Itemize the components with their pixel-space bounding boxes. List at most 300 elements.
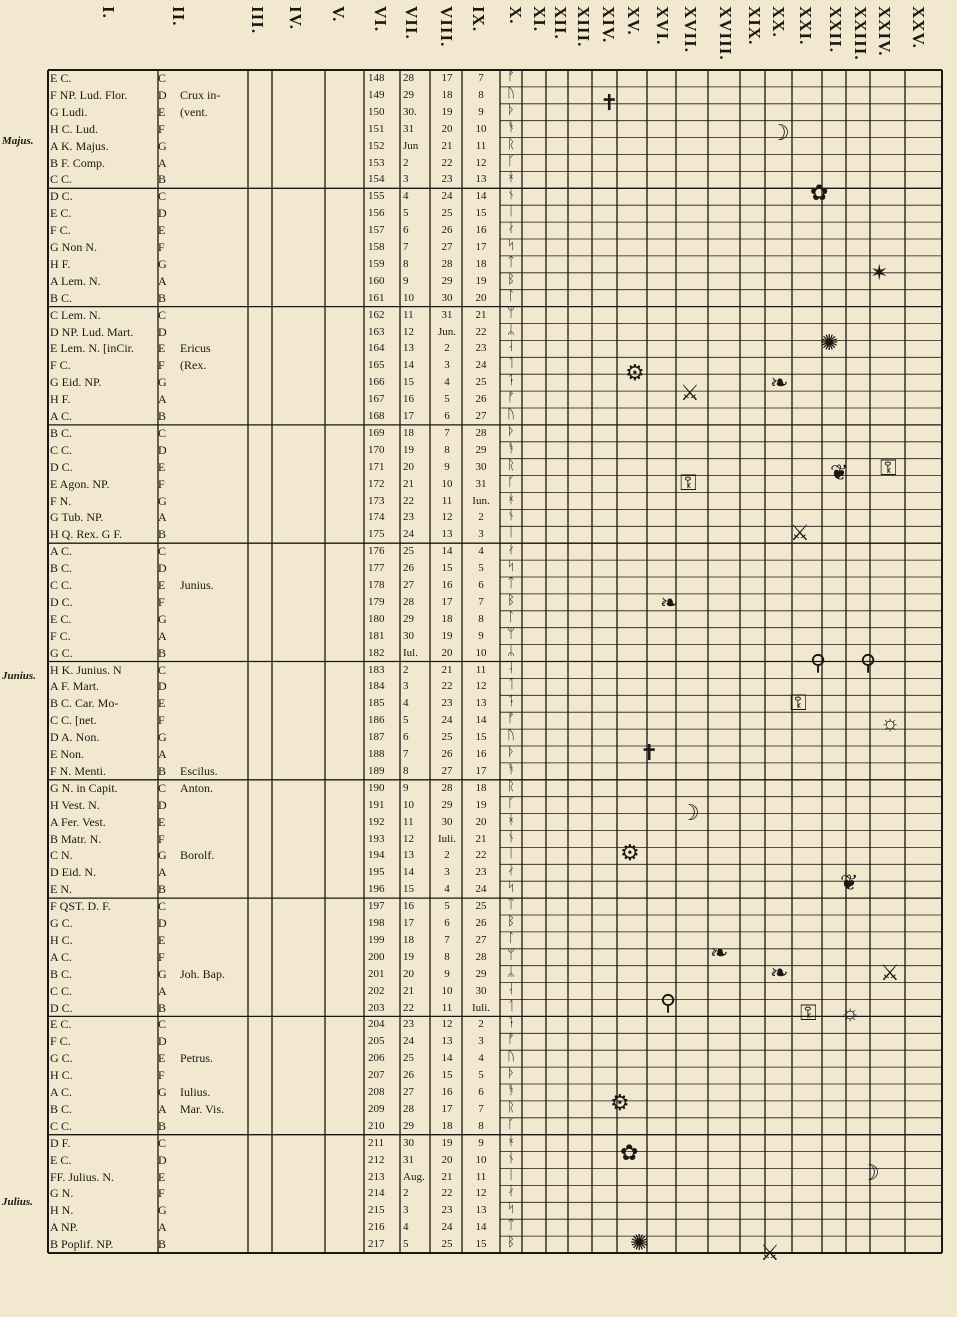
cell-c7: 13 — [403, 849, 414, 862]
cell-c1: G Tub. NP. — [50, 510, 104, 525]
cell-c8: 25 — [441, 731, 453, 744]
pictograph-symbol: ⚿ — [880, 455, 897, 480]
rune-mark: ᛋ — [507, 1200, 515, 1216]
cell-c6: 194 — [368, 849, 385, 862]
cell-c1: F N. Menti. — [50, 763, 107, 778]
cell-c8: 19 — [441, 1136, 453, 1149]
column-header-4: IV. — [286, 6, 305, 30]
cell-c7: 3 — [403, 1204, 409, 1217]
cell-c8: 20 — [441, 122, 453, 135]
cell-c8: 27 — [441, 241, 453, 253]
cell-c7: 17 — [403, 410, 414, 422]
cell-c1: F N. — [50, 493, 72, 508]
rune-mark: ᛆ — [507, 338, 515, 354]
cell-c9: 21 — [475, 832, 487, 845]
rune-mark: ᚼ — [507, 490, 515, 506]
cell-c1: C C. — [50, 172, 73, 187]
cell-c8: 18 — [441, 88, 453, 101]
cell-c9: 26 — [475, 393, 487, 406]
cell-c7: 28 — [403, 72, 414, 84]
cell-c1: C Lem. N. — [50, 307, 101, 322]
cell-c2: B — [158, 763, 167, 778]
cell-c8: 19 — [441, 629, 453, 642]
pictograph-symbol: ⚔ — [790, 520, 810, 545]
rune-mark: ᛒ — [507, 270, 515, 286]
cell-c2: F — [158, 476, 165, 491]
cell-c7: 10 — [403, 291, 414, 304]
cell-c8: 30 — [441, 815, 453, 828]
cell-c6: 149 — [368, 88, 385, 101]
cell-c1: D NP. Lud. Mart. — [50, 324, 134, 339]
cell-c8: 9 — [444, 460, 450, 473]
cell-c8: 16 — [441, 579, 453, 591]
rune-mark: ᚦ — [507, 1065, 515, 1081]
cell-c9: 17 — [475, 764, 487, 777]
cell-c8: 24 — [441, 714, 453, 727]
cell-c9: 17 — [475, 241, 487, 253]
cell-c6: 216 — [368, 1221, 385, 1234]
pictograph-symbol: ⚿ — [680, 470, 697, 495]
rune-mark: ᛦ — [507, 963, 515, 979]
rune-mark: ᚬ — [507, 439, 515, 455]
cell-c1: F NP. Lud. Flor. — [50, 87, 128, 102]
rune-mark: ᚬ — [507, 118, 515, 134]
cell-c9: 7 — [478, 595, 484, 608]
rune-mark: ᛘ — [507, 304, 515, 320]
rune-mark: ᛑ — [507, 1014, 515, 1030]
cell-c9: 15 — [475, 207, 487, 220]
cell-c8: 5 — [444, 900, 450, 913]
cell-c2: F — [158, 1068, 165, 1083]
cell-c1: D A. Non. — [50, 730, 100, 745]
cell-c1: A C. — [50, 544, 73, 559]
cell-c9: 7 — [478, 1102, 484, 1115]
cell-c6: 188 — [368, 748, 385, 760]
cell-c2: E — [158, 814, 166, 829]
cell-c2: E — [158, 1051, 166, 1066]
pictograph-symbol: ❦ — [840, 870, 859, 895]
cell-c2: G — [158, 966, 167, 981]
cell-c2: A — [158, 865, 167, 880]
cell-c6: 150 — [368, 105, 385, 118]
cell-c6: 159 — [368, 257, 385, 270]
cell-c8: Jun. — [437, 325, 457, 338]
column-header-2: II. — [169, 6, 188, 27]
cell-c1: C C. — [50, 442, 73, 457]
cell-c2: B — [158, 1237, 167, 1252]
cell-c7: 11 — [403, 815, 414, 828]
cell-c8: 18 — [441, 1119, 453, 1132]
cell-c6: 163 — [368, 325, 385, 338]
cell-c6: 207 — [368, 1069, 385, 1082]
cell-c6: 208 — [368, 1086, 385, 1098]
cell-c8: 3 — [444, 359, 450, 372]
column-header-18: XVIII. — [716, 6, 735, 61]
cell-c8: 26 — [441, 224, 453, 237]
column-header-24: XXIV. — [875, 6, 894, 57]
cell-c1: B Poplif. NP. — [50, 1237, 114, 1252]
cell-c3: Anton. — [180, 780, 213, 795]
cell-c7: 24 — [403, 528, 414, 541]
cell-c7: 18 — [403, 426, 414, 439]
cell-c1: E C. — [50, 611, 72, 626]
cell-c6: 175 — [368, 528, 385, 541]
cell-c9: 23 — [475, 866, 487, 879]
rune-mark: ᚠ — [507, 710, 515, 726]
column-header-10: X. — [506, 6, 525, 25]
cell-c2: D — [158, 324, 167, 339]
cell-c2: D — [158, 1034, 167, 1049]
cell-c7: 11 — [403, 308, 414, 321]
cell-c8: 22 — [441, 1187, 453, 1200]
cell-c1: B C. — [50, 425, 73, 440]
cell-c6: 203 — [368, 1001, 385, 1014]
cell-c9: 12 — [475, 1187, 487, 1200]
rune-mark: ᛁ — [507, 524, 515, 540]
cell-c1: B C. — [50, 1101, 73, 1116]
cell-c3: Joh. Bap. — [180, 966, 225, 981]
cell-c6: 195 — [368, 866, 385, 879]
cell-c1: B Matr. N. — [50, 831, 102, 846]
column-header-6: VI. — [371, 6, 390, 33]
rune-mark: ᛒ — [507, 913, 515, 928]
cell-c9: 27 — [475, 410, 487, 422]
cell-c7: 10 — [403, 798, 414, 811]
cell-c9: 8 — [478, 1119, 484, 1132]
cell-c6: 151 — [368, 122, 385, 135]
rune-mark: ᚼ — [507, 1132, 515, 1148]
cell-c6: 158 — [368, 241, 385, 253]
cell-c2: A — [158, 983, 167, 998]
cell-c9: 8 — [478, 88, 484, 101]
cell-c2: B — [158, 645, 167, 660]
cell-c9: 9 — [478, 105, 484, 118]
rune-mark: ᚢ — [507, 1048, 515, 1064]
cell-c2: F — [158, 713, 165, 728]
column-header-22: XXII. — [826, 6, 845, 54]
cell-c9: 25 — [475, 376, 487, 389]
cell-c9: 19 — [475, 274, 487, 287]
rune-mark: ᛁ — [507, 203, 515, 219]
cell-c6: 148 — [368, 72, 385, 84]
cell-c8: 15 — [441, 562, 453, 575]
cell-c2: E — [158, 932, 166, 947]
cell-c9: 24 — [475, 359, 487, 372]
cell-c9: Iun. — [472, 494, 490, 507]
cell-c9: 22 — [475, 849, 487, 862]
cell-c7: 4 — [403, 1221, 409, 1234]
cell-c1: C C. — [50, 578, 73, 592]
cell-c2: C — [158, 662, 167, 677]
cell-c2: B — [158, 1000, 167, 1015]
column-header-1: I. — [99, 6, 118, 19]
cell-c8: 24 — [441, 1221, 453, 1234]
cell-c2: F — [158, 1186, 165, 1201]
cell-c7: 8 — [403, 764, 409, 777]
cell-c2: D — [158, 1152, 167, 1167]
pictograph-symbol: ❧ — [710, 940, 729, 965]
cell-c8: 17 — [441, 1102, 453, 1115]
cell-c1: E C. — [50, 71, 72, 85]
cell-c8: Iuli. — [437, 832, 457, 845]
cell-c6: 155 — [368, 190, 385, 203]
cell-c2: D — [158, 206, 167, 221]
cell-c7: 5 — [403, 1238, 409, 1251]
cell-c8: 5 — [444, 393, 450, 406]
cell-c7: 20 — [403, 460, 414, 473]
cell-c1: C C. — [50, 1118, 73, 1133]
rune-mark: ᚼ — [507, 169, 515, 185]
cell-c8: 10 — [441, 984, 453, 997]
cell-c6: 213 — [368, 1170, 385, 1183]
rune-mark: ᛏ — [507, 253, 515, 269]
cell-c2: E — [158, 1169, 166, 1184]
cell-c2: A — [158, 747, 167, 761]
cell-c9: 22 — [475, 325, 487, 338]
cell-c7: 4 — [403, 697, 409, 710]
cell-c6: 186 — [368, 714, 385, 727]
cell-c6: 196 — [368, 883, 385, 896]
cell-c7: 16 — [403, 393, 414, 406]
pictograph-symbol: ⚿ — [800, 1000, 817, 1025]
cell-c1: G Non N. — [50, 240, 97, 254]
column-header-12: XII. — [551, 6, 570, 40]
cell-c8: 13 — [441, 528, 453, 541]
rune-mark: ᚴ — [507, 152, 515, 168]
cell-c1: A F. Mart. — [50, 679, 100, 694]
cell-c1: A C. — [50, 409, 73, 423]
cell-c8: 28 — [441, 781, 453, 794]
rune-mark: ᚱ — [507, 1098, 515, 1114]
cell-c9: 16 — [475, 748, 487, 760]
cell-c7: 15 — [403, 376, 414, 389]
cell-c1: F QST. D. F. — [50, 899, 111, 914]
cell-c2: E — [158, 578, 166, 592]
cell-c9: 11 — [475, 139, 487, 152]
cell-c9: 5 — [478, 1069, 484, 1082]
cell-c7: 2 — [403, 663, 409, 676]
cell-c8: 17 — [441, 72, 453, 84]
cell-c2: G — [158, 138, 167, 153]
cell-c6: 161 — [368, 291, 385, 304]
cell-c7: 22 — [403, 1001, 414, 1014]
cell-c7: 20 — [403, 967, 414, 980]
cell-c8: 7 — [444, 933, 450, 946]
cell-c6: 209 — [368, 1102, 385, 1115]
rune-mark: ᛐ — [507, 997, 515, 1013]
rune-mark: ᚬ — [507, 760, 515, 776]
cell-c7: 3 — [403, 173, 409, 186]
cell-c1: G C. — [50, 645, 73, 660]
cell-c6: 217 — [368, 1238, 385, 1251]
cell-c8: 21 — [441, 663, 453, 676]
rune-mark: ᛅ — [507, 1183, 515, 1199]
cell-c8: 16 — [441, 1086, 453, 1098]
cell-c6: 171 — [368, 460, 385, 473]
cell-c1: B C. — [50, 290, 73, 305]
cell-c9: 10 — [475, 122, 487, 135]
rune-mark: ᚾ — [507, 507, 515, 523]
cell-c3: Junius. — [180, 578, 214, 592]
cell-c9: 14 — [475, 714, 487, 727]
cell-c8: 2 — [444, 849, 450, 862]
column-header-5: V. — [329, 6, 348, 23]
cell-c7: 23 — [403, 511, 414, 524]
column-header-15: XV. — [624, 6, 643, 36]
cell-c8: 23 — [441, 697, 453, 710]
rune-mark: ᛘ — [507, 946, 515, 962]
rune-mark: ᛏ — [507, 896, 515, 912]
cell-c1: G N. in Capit. — [50, 780, 118, 795]
pictograph-symbol: ✺ — [820, 330, 839, 355]
cell-c6: 193 — [368, 832, 385, 845]
cell-c7: 29 — [403, 612, 414, 625]
pictograph-symbol: ⚙ — [625, 360, 645, 385]
cell-c7: 8 — [403, 257, 409, 270]
cell-c1: F C. — [50, 1034, 71, 1049]
pictograph-symbol: ☼ — [840, 1000, 861, 1025]
rune-mark: ᛒ — [507, 591, 515, 607]
cell-c8: 12 — [441, 1018, 453, 1031]
rune-mark: ᛁ — [507, 845, 515, 861]
cell-c9: 30 — [475, 460, 487, 473]
cell-c1: G Eid. NP. — [50, 375, 102, 390]
cell-c9: 26 — [475, 917, 487, 929]
cell-c8: 22 — [441, 680, 453, 693]
cell-c7: 25 — [403, 1052, 414, 1065]
cell-c9: 7 — [478, 72, 484, 84]
cell-c1: H C. — [50, 932, 73, 947]
pictograph-symbol: ⚿ — [790, 690, 807, 715]
cell-c9: 12 — [475, 156, 487, 169]
cell-c7: 12 — [403, 325, 414, 338]
cell-c6: 176 — [368, 545, 385, 558]
rune-mark: ᚢ — [507, 406, 515, 421]
cell-c6: 173 — [368, 494, 385, 507]
cell-c1: D C. — [50, 1000, 73, 1015]
rune-mark: ᚴ — [507, 1115, 515, 1131]
cell-c8: 30 — [441, 291, 453, 304]
column-header-14: XIV. — [599, 6, 618, 44]
pictograph-symbol: ⚙ — [620, 840, 640, 865]
cell-c6: 179 — [368, 595, 385, 608]
rune-mark: ᛘ — [507, 625, 515, 641]
rune-mark: ᚱ — [507, 777, 515, 793]
cell-c9: 18 — [475, 781, 487, 794]
pictograph-symbol: ⚲ — [660, 990, 677, 1015]
cell-c2: D — [158, 797, 167, 812]
cell-c1: H N. — [50, 1203, 74, 1218]
cell-c9: 29 — [475, 443, 487, 456]
cell-c9: 27 — [475, 933, 487, 946]
cell-c1: C N. — [50, 848, 73, 863]
cell-c3: (vent. — [180, 104, 208, 119]
cell-c1: A C. — [50, 1085, 73, 1099]
cell-c9: 29 — [475, 967, 487, 980]
cell-c2: B — [158, 1118, 167, 1133]
cell-c7: 2 — [403, 1187, 409, 1200]
rune-mark: ᛏ — [507, 575, 515, 590]
cell-c1: G C. — [50, 1051, 73, 1066]
cell-c3: Mar. Vis. — [180, 1101, 225, 1116]
cell-c2: C — [158, 425, 167, 440]
cell-c9: 23 — [475, 342, 487, 355]
cell-c2: A — [158, 628, 167, 643]
cell-c1: H Q. Rex. G F. — [50, 527, 123, 542]
cell-c7: 21 — [403, 984, 414, 997]
cell-c2: F — [158, 240, 165, 254]
month-label-majus: Majus. — [2, 135, 34, 147]
cell-c8: 8 — [444, 950, 450, 963]
cell-c8: 10 — [441, 477, 453, 490]
cell-c7: 23 — [403, 1018, 414, 1031]
cell-c6: 164 — [368, 342, 385, 355]
cell-c8: 25 — [441, 1238, 453, 1251]
cell-c7: 16 — [403, 900, 414, 913]
cell-c1: H Vest. N. — [50, 797, 100, 812]
rune-mark: ᛚ — [507, 608, 515, 624]
cell-c7: 31 — [403, 122, 414, 135]
column-header-7: VII. — [402, 6, 421, 40]
cell-c8: 18 — [441, 612, 453, 625]
cell-c6: 190 — [368, 781, 385, 794]
cell-c9: 16 — [475, 224, 487, 237]
cell-c2: E — [158, 104, 166, 119]
rune-mark: ᛚ — [507, 929, 515, 945]
cell-c2: A — [158, 155, 167, 170]
cell-c7: 29 — [403, 1119, 414, 1132]
cell-c1: E C. — [50, 1017, 72, 1032]
cell-c8: 22 — [441, 156, 453, 169]
cell-c1: E Agon. NP. — [50, 476, 110, 491]
cell-c2: C — [158, 899, 167, 914]
cell-c1: B C. — [50, 966, 73, 981]
cell-c8: 20 — [441, 1153, 453, 1166]
cell-c6: 185 — [368, 697, 385, 710]
cell-c9: 4 — [478, 545, 484, 558]
cell-c8: 17 — [441, 595, 453, 608]
cell-c6: 166 — [368, 376, 385, 389]
cell-c2: A — [158, 510, 167, 525]
pictograph-symbol: ☽ — [860, 1160, 880, 1185]
cell-c6: 210 — [368, 1119, 385, 1132]
cell-c9: 28 — [475, 950, 487, 963]
cell-c8: 2 — [444, 342, 450, 355]
cell-c8: 13 — [441, 1035, 453, 1048]
cell-c9: 13 — [475, 1204, 487, 1217]
column-header-3: III. — [248, 6, 267, 35]
rune-mark: ᚠ — [507, 389, 515, 405]
rune-mark: ᛐ — [507, 355, 515, 371]
cell-c6: 170 — [368, 443, 385, 456]
cell-c6: 172 — [368, 477, 385, 490]
cell-c2: B — [158, 290, 167, 305]
cell-c2: B — [158, 172, 167, 187]
cell-c1: D C. — [50, 594, 73, 609]
cell-c2: A — [158, 1101, 167, 1116]
cell-c7: 28 — [403, 1102, 414, 1115]
cell-c6: 174 — [368, 511, 385, 524]
cell-c9: Iuli. — [471, 1001, 491, 1014]
column-header-8: VIII. — [437, 6, 456, 48]
cell-c6: 189 — [368, 764, 385, 777]
cell-c1: D C. — [50, 189, 73, 204]
cell-c7: 12 — [403, 832, 414, 845]
cell-c2: C — [158, 1017, 167, 1032]
pictograph-symbol: ✶ — [870, 260, 889, 285]
cell-c8: 20 — [441, 646, 453, 659]
cell-c7: 5 — [403, 714, 409, 727]
